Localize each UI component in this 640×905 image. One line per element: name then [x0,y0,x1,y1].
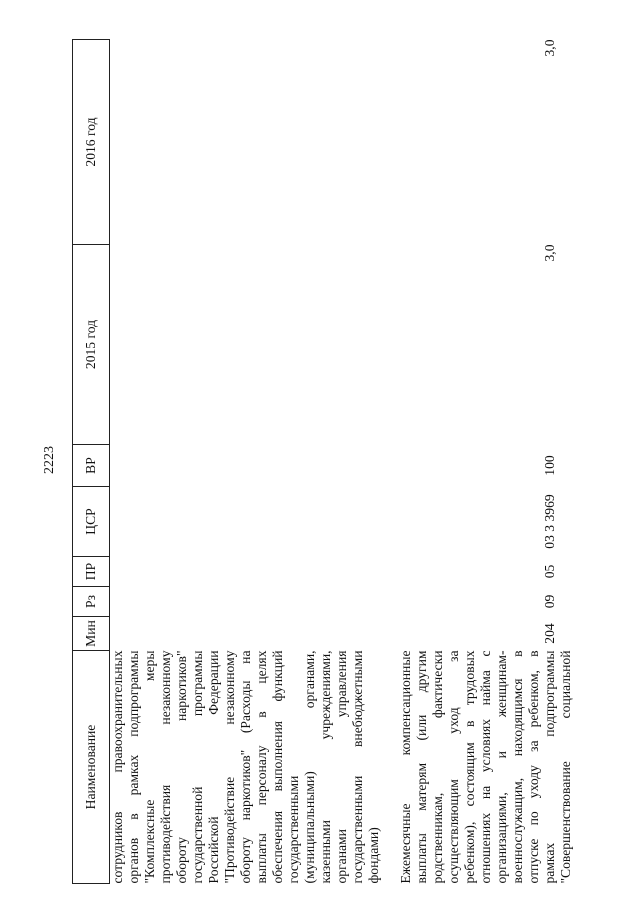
header-vr: ВР [73,445,110,487]
table-row [478,40,494,884]
header-pr: ПР [73,557,110,587]
cell-min: 204 [542,623,557,644]
table-gap [382,40,398,884]
name-line: органами управления [334,650,349,884]
name-line: "Комплексные меры [142,650,157,884]
table-row [222,40,238,884]
table-row [270,40,286,884]
header-min: Мин [73,617,110,651]
table-row [206,40,222,884]
table-row [494,40,510,884]
table-row [190,40,206,884]
table-row [302,40,318,884]
table-row [126,40,142,884]
name-line: военнослужащим, находящимся в [510,650,525,884]
name-line: "Противодействие незаконному [222,650,237,884]
table-row [142,40,158,884]
table-row [238,40,254,884]
table-row [446,40,462,884]
name-line: обороту наркотиков" (Расходы на [238,650,253,884]
name-line: Российской Федерации [206,650,221,884]
table-row [110,40,127,884]
header-2016: 2016 год [73,40,110,245]
budget-table [72,39,574,884]
table-row [350,40,366,884]
header-rz: Рз [73,587,110,617]
table-row [398,40,414,884]
name-line: ребенком), состоящим в трудовых [462,650,477,884]
name-line: органов в рамках подпрограммы [126,650,141,884]
table-row [414,40,430,884]
table-row [542,40,558,884]
cell-rz: 09 [542,594,557,609]
name-line: рамках подпрограммы [542,650,557,884]
name-line: государственными [286,775,301,884]
name-line: Ежемесячные компенсационные [398,650,413,884]
header-csr: ЦСР [73,487,110,557]
name-line: казенными учреждениями, [318,650,333,884]
name-line: выплаты персоналу в целях [254,650,269,884]
name-line: государственной программы [190,650,205,884]
table-row [318,40,334,884]
name-line: выплаты матерям (или другим [414,650,429,884]
table-row [174,40,190,884]
name-line: родственникам, фактически [430,650,445,884]
cell-2015: 3,0 [542,244,557,262]
table-row [558,40,574,884]
name-line: "Совершенствование социальной [558,650,573,884]
cell-2016: 3,0 [542,39,557,57]
name-line: обеспечения выполнения функций [270,650,285,884]
name-line: отношениях на условиях найма с [478,650,493,884]
name-line: фондами) [366,827,381,884]
name-line: противодействия незаконному [158,650,173,884]
name-line: государственными внебюджетными [350,650,365,884]
page-number: 2223 [42,446,57,474]
cell-csr: 03 3 3969 [542,494,557,549]
cell-pr: 05 [542,564,557,579]
name-line: организациями, и женщинам- [494,650,509,884]
table-row [366,40,382,884]
table-row [526,40,542,884]
name-line: (муниципальными) органами, [302,650,317,884]
table-row [158,40,174,884]
name-line: обороту наркотиков" [174,650,189,884]
rotated-page-content [72,40,607,884]
cell-vr: 100 [542,455,557,476]
table-row [334,40,350,884]
header-name: Наименование [73,651,110,884]
table-header-row [73,40,110,884]
table-row [430,40,446,884]
header-2015: 2015 год [73,245,110,445]
name-line: сотрудников правоохранительных [110,650,125,884]
name-line: осуществляющим уход за [446,650,461,884]
table-row [286,40,302,884]
table-row [254,40,270,884]
table-row [510,40,526,884]
table-row [462,40,478,884]
name-line: отпуске по уходу за ребенком, в [526,650,541,884]
